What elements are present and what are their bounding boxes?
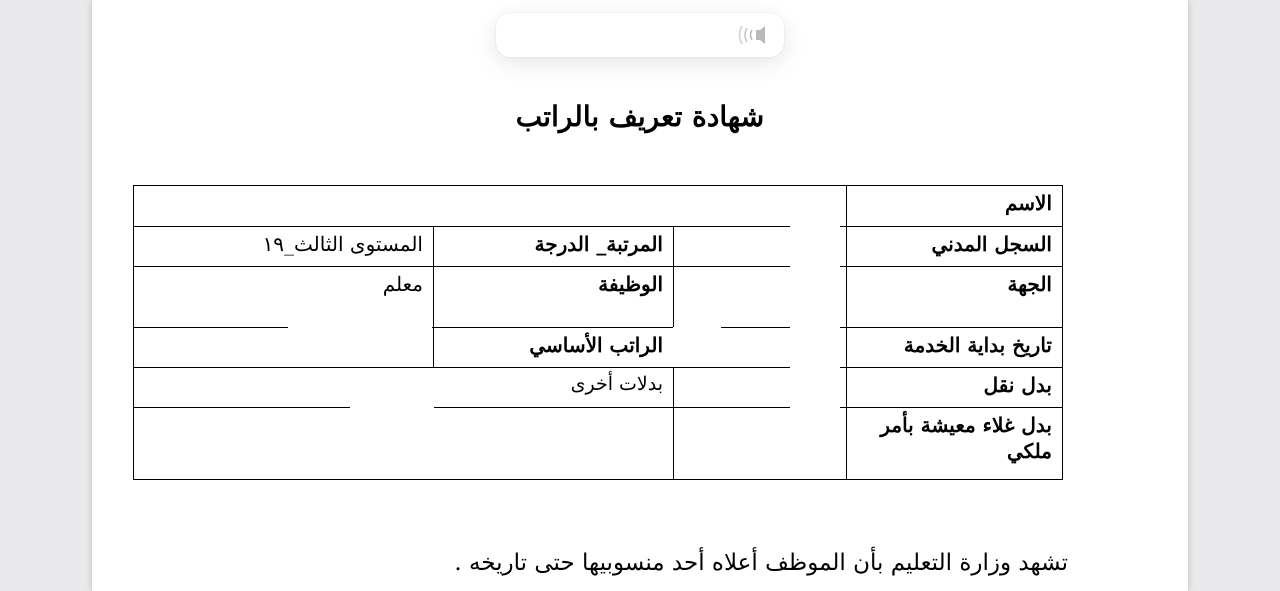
service-start-label: تاريخ بداية الخدمة	[847, 328, 1063, 368]
redaction-mark	[350, 368, 434, 408]
cost-of-living-label: بدل غلاء معيشة بأمر ملكي	[847, 408, 1063, 480]
table-row	[134, 368, 1063, 408]
table-row	[134, 267, 1063, 328]
certification-statement: تشهد وزارة التعليم بأن الموظف أعلاه أحد منسوبيها حتى تاريخه .	[454, 550, 1068, 576]
audio-player[interactable]	[496, 13, 784, 57]
table-row	[134, 227, 1063, 267]
document-title: شهادة تعريف بالراتب	[515, 100, 765, 133]
civil-record-label: السجل المدني	[847, 227, 1063, 267]
speaker-icon[interactable]	[736, 24, 768, 46]
redaction-mark	[680, 268, 840, 326]
table-row	[134, 408, 1063, 480]
rank-grade-label: المرتبة_ الدرجة	[434, 227, 674, 267]
empty-cell	[134, 408, 674, 480]
job-label: الوظيفة	[434, 267, 674, 328]
redaction-mark	[790, 186, 840, 478]
other-allowances-label: بدلات أخرى	[434, 368, 674, 408]
basic-salary-label: الراتب الأساسي	[434, 328, 674, 368]
table-row	[134, 186, 1063, 227]
name-label: الاسم	[847, 186, 1063, 227]
redaction-mark	[673, 327, 721, 367]
redaction-mark	[288, 327, 432, 367]
transport-label: بدل نقل	[847, 368, 1063, 408]
job-value: معلم	[134, 267, 434, 328]
salary-info-table	[133, 185, 1063, 480]
rank-grade-value: المستوى الثالث_١٩	[134, 227, 434, 267]
name-value	[134, 186, 847, 227]
table-row	[134, 328, 1063, 368]
entity-label: الجهة	[847, 267, 1063, 328]
